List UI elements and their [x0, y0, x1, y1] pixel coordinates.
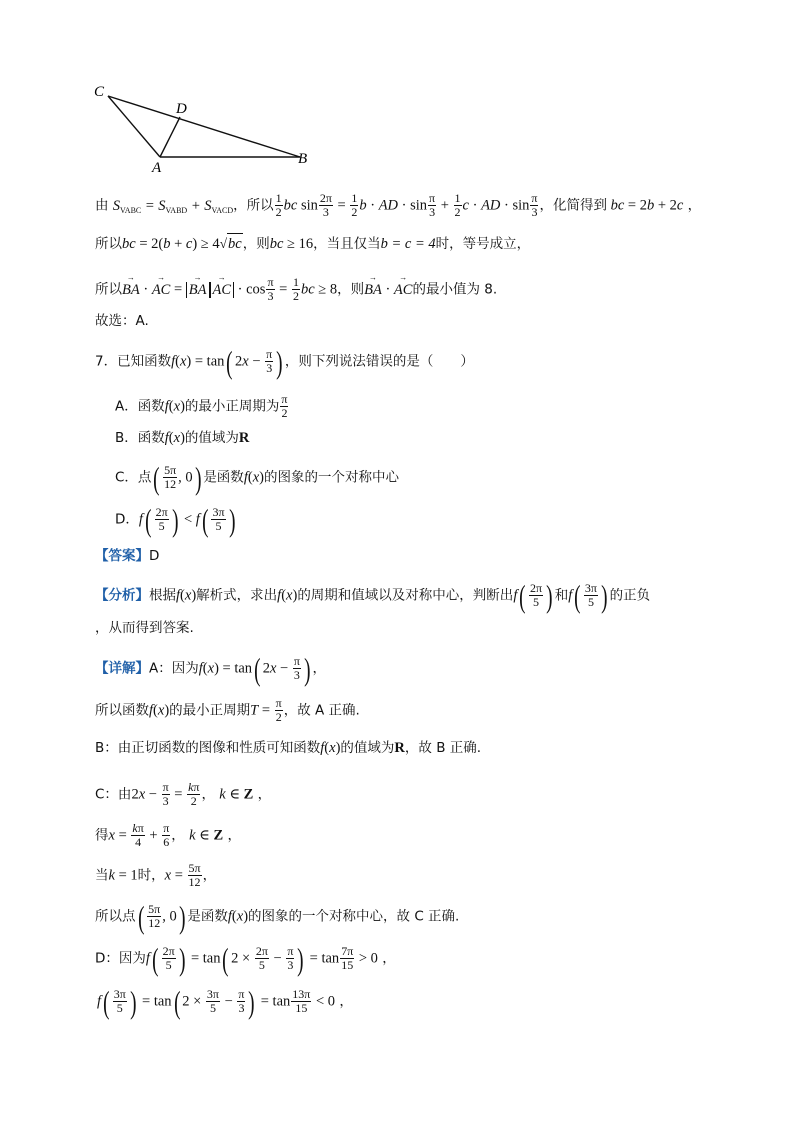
label-B: B: [298, 151, 308, 167]
option-C: C．点( $\frac{5\pi}{12}$ , 0) 是函数f(x)的图象的一个对称中心: [115, 459, 399, 496]
segment-AD: [160, 117, 180, 157]
label-C: C: [94, 84, 105, 100]
option-B: B．函数f(x)的值域为R: [115, 430, 250, 446]
label-A: A: [152, 160, 162, 176]
detail-C-3: 当k = 1时，x = $\frac{5\pi}{12}$ ，: [95, 861, 217, 889]
question-7-stem: 7．已知函数f(x) = tan( 2x − $\frac{\pi}{3}$ ) ，则下列说法错误的是（ ）: [95, 343, 474, 380]
detail-A-1: 【详解】A：因为f(x) = tan( 2x − $\frac{\pi}{3}$ ) ，: [95, 650, 327, 687]
detail-C-1: C：由2x − $\frac{\pi}{3}$ = $\frac{k\pi}{2}$ ， k ∈ Z ，: [95, 780, 272, 808]
detail-D-1: D：因为f( $\frac{2\pi}{5}$ ) = tan( 2 × $\frac{2\pi}{5}$ − $\frac{\pi}{3}$ ) = tan $\frac{7\pi}{15}$ > 0 ，: [95, 940, 396, 977]
option-D: D．f( $\frac{2\pi}{5}$ ) < f( $\frac{3\pi}{5}$ ): [115, 501, 236, 538]
detail-C-4: 所以点( $\frac{5\pi}{12}$ , 0) 是函数f(x)的图象的一个对称中心，故 C 正确.: [95, 898, 460, 935]
label-D: D: [176, 101, 187, 117]
solution-line-inequality: 所以bc = 2(b + c) ≥ 4√bc，则bc ≥ 16，当且仅当b = c = 4时，等号成立，: [95, 233, 530, 254]
segment-CB: [108, 96, 300, 157]
answer-line: 【答案】D: [95, 548, 160, 564]
detail-A-2: 所以函数f(x)的最小正周期T = $\frac{\pi}{2}$ ，故 A 正确.: [95, 696, 360, 724]
analysis-line-2: ，从而得到答案.: [95, 620, 194, 636]
detail-C-2: 得x = $\frac{k\pi}{4}$ + $\frac{\pi}{6}$ ， k ∈ Z ，: [95, 821, 241, 849]
detail-D-2: f( $\frac{3\pi}{5}$ ) = tan( 2 × $\frac{3\pi}{5}$ − $\frac{\pi}{3}$ ) = tan $\frac{13\pi}{15}$ < 0 ，: [97, 983, 353, 1020]
solution-conclusion: 故选：A.: [95, 313, 149, 329]
solution-line-dot-product: 所以→ BA · → AC = → BA→ AC · cos $\frac{\pi}{3}$ = $\frac{1}{2}$ bc ≥ 8，则→ BA · → AC的最小值为 8.: [95, 276, 497, 303]
triangle-figure: [90, 80, 330, 180]
segment-CA: [108, 96, 160, 157]
option-A: A．函数f(x)的最小正周期为 $\frac{\pi}{2}$: [115, 392, 288, 420]
solution-line-area: 由 $S_{VABC} = S_{VABD} + S_{VACD}$，所以 $\frac{1}{2}$ bc sin $\frac{2\pi}{3}$ = $\frac{1}{2}$ b · AD · sin $\frac{\pi}{3}$ + $\frac{1}{2}$ c · AD · sin $\frac{\pi}{3}$ ，化简得到 bc = 2b + 2c ，: [95, 191, 702, 219]
detail-B: B：由正切函数的图像和性质可知函数f(x)的值域为R，故 B 正确.: [95, 740, 482, 756]
analysis-line: 【分析】根据f(x)解析式，求出f(x)的周期和值域以及对称中心，判断出f( $\frac{2\pi}{5}$ ) 和f( $\frac{3\pi}{5}$ ) 的正负: [95, 577, 651, 614]
